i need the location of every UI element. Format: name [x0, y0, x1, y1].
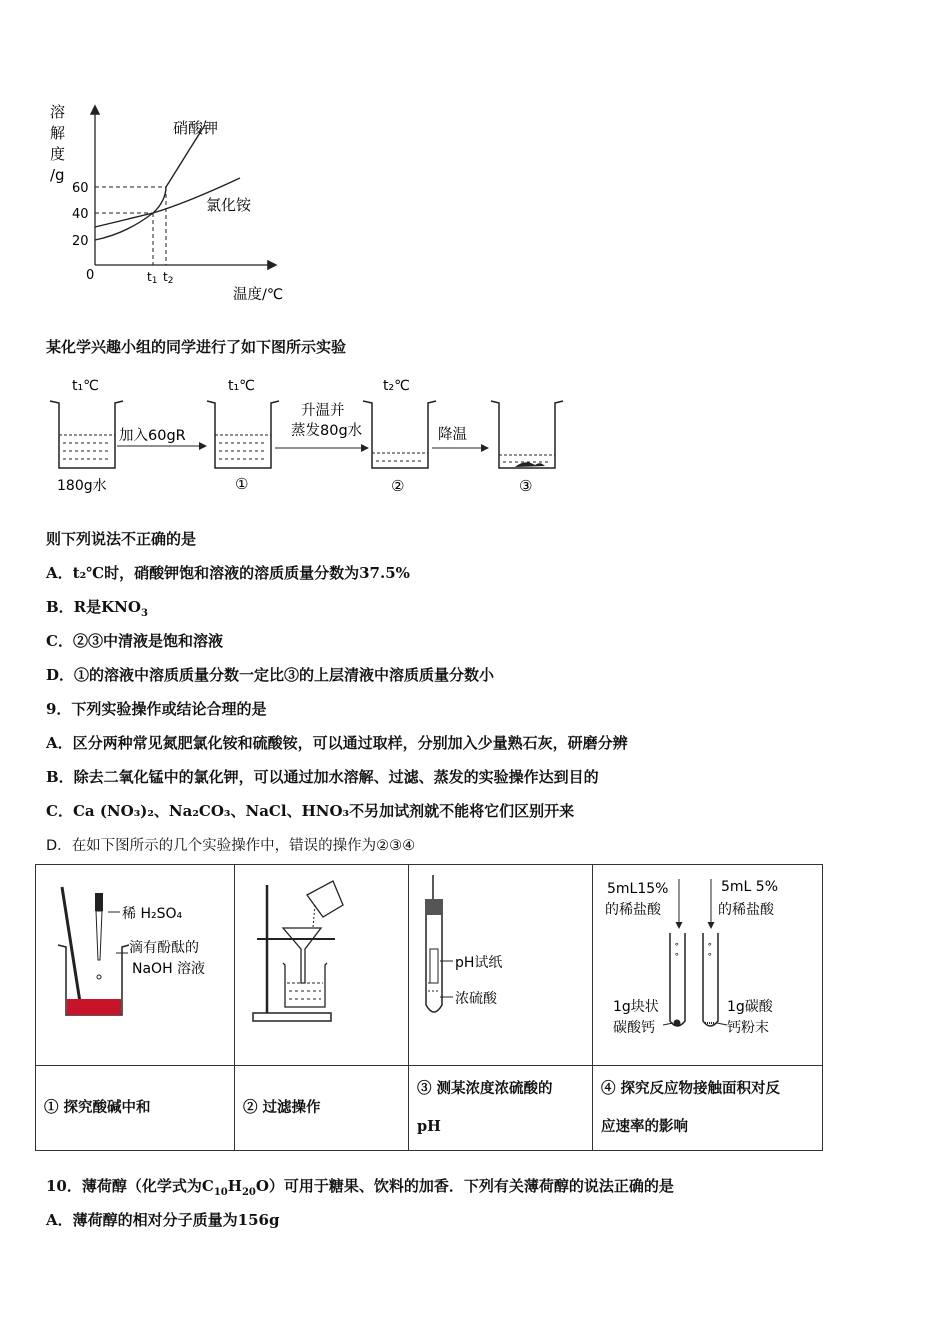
fig1-neutralization [36, 865, 234, 1061]
fig2-filtration [235, 865, 408, 1061]
q8-option-c: C．②③中清液是饱和溶液 [46, 632, 223, 650]
caption-2: ② 过滤操作 [235, 1066, 409, 1151]
q8-option-b-text: B．R是KNO [46, 598, 141, 616]
step2-label-2: 蒸发80g水 [291, 423, 363, 439]
svg-text:∘: ∘ [707, 940, 713, 950]
fig4-solid1-label-2: 碳酸钙 [613, 1020, 655, 1036]
y-tick-20: 20 [72, 234, 89, 249]
beaker-3 [491, 401, 563, 468]
fig4-solid2-label-1: 1g碳酸 [727, 999, 773, 1015]
q9-stem: 9．下列实验操作或结论合理的是 [46, 700, 267, 718]
caption-4-line-2: 应速率的影响 [601, 1118, 688, 1135]
q8-option-b-sub: 3 [140, 608, 148, 619]
q9-option-d: D．在如下图所示的几个实验操作中，错误的操作为②③④ [46, 838, 416, 854]
caption-4 [593, 1066, 823, 1151]
svg-text:∘: ∘ [707, 950, 713, 960]
q8-option-d: D．①的溶液中溶质质量分数一定比③的上层清液中溶质质量分数小 [46, 666, 495, 684]
fig3-ph-test [409, 865, 592, 1061]
step2-label-1: 升温并 [301, 403, 345, 419]
curve-nh4cl-label: 氯化铵 [206, 196, 252, 214]
beaker-2 [363, 401, 436, 468]
fig4-cell [593, 865, 823, 1066]
caption-1: ① 探究酸碱中和 [36, 1066, 235, 1151]
q9-option-a: A．区分两种常见氮肥氯化铵和硫酸铵，可以通过取样，分别加入少量熟石灰，研磨分辨 [46, 734, 628, 752]
water-label: 180g水 [57, 478, 107, 494]
q8-stem: 则下列说法不正确的是 [46, 530, 197, 548]
x-axis-label: 温度/℃ [233, 287, 284, 303]
q10-stem [46, 1175, 674, 1198]
q10-stem-pre: 10．薄荷醇（化学式为C [46, 1177, 214, 1195]
beaker-label-1: ① [235, 475, 249, 493]
x-tick-t1: t1 [147, 270, 158, 286]
caption-3-line-2: pH [417, 1118, 441, 1135]
fig3-cell [409, 865, 593, 1066]
fig1-solution-label-2: NaOH 溶液 [132, 961, 206, 977]
y-label-char-3: 度 [50, 145, 66, 163]
fig4-solid2-label-2: 钙粉末 [727, 1020, 769, 1036]
temp-label-2: t₁℃ [228, 378, 255, 394]
experiment-diagram [45, 373, 565, 498]
q8-option-a: A．t₂℃时，硝酸钾饱和溶液的溶质质量分数为37.5% [46, 564, 410, 582]
caption-3 [409, 1066, 593, 1151]
q10-mid: H [227, 1177, 242, 1195]
caption-3-line-1: ③ 测某浓度浓硫酸的 [417, 1080, 553, 1097]
fig4-acid2-label-2: 的稀盐酸 [718, 902, 774, 918]
fig2-cell [235, 865, 409, 1066]
svg-text:∘: ∘ [674, 940, 680, 950]
q10-option-a: A．薄荷醇的相对分子质量为156g [46, 1211, 280, 1229]
fig4-acid1-label-2: 的稀盐酸 [605, 902, 661, 918]
fig3-acid-label: 浓硫酸 [455, 991, 497, 1007]
q9-option-b: B．除去二氧化锰中的氯化钾，可以通过加水溶解、过滤、蒸发的实验操作达到目的 [46, 768, 599, 786]
beaker-label-3: ③ [519, 477, 533, 495]
fig4-solid1-label-1: 1g块状 [613, 999, 659, 1015]
fig1-cell [36, 865, 235, 1066]
beaker-1 [207, 401, 279, 468]
solubility-graph [40, 95, 300, 310]
q9-option-c: C．Ca (NO₃)₂、Na₂CO₃、NaCl、HNO₃不另加试剂就不能将它们区别开来 [46, 802, 575, 820]
origin-label: 0 [86, 268, 95, 283]
temp-label-3: t₂℃ [383, 378, 410, 394]
operations-table [35, 864, 823, 1151]
beaker-label-2: ② [391, 477, 405, 495]
x-tick-t2: t2 [163, 270, 174, 286]
temp-label-1: t₁℃ [72, 378, 99, 394]
beaker-initial [50, 401, 123, 468]
curve-kno3-label: 硝酸钾 [173, 119, 219, 137]
q8-option-b [46, 596, 148, 619]
caption-4-line-1: ④ 探究反应物接触面积对反 [601, 1080, 781, 1097]
fig4-acid2-label-1: 5mL 5% [721, 879, 779, 895]
step1-label: 加入60gR [119, 428, 186, 444]
y-label-char-4: /g [50, 166, 65, 184]
y-tick-40: 40 [72, 207, 89, 222]
step3-label: 降温 [438, 427, 467, 443]
fig4-reaction-rate [593, 865, 822, 1061]
svg-text:∘: ∘ [674, 950, 680, 960]
fig1-solution-label-1: 滴有酚酞的 [129, 940, 199, 956]
fig3-paper-label: pH试纸 [455, 955, 503, 971]
y-label-char-2: 解 [50, 124, 66, 142]
y-tick-60: 60 [72, 181, 89, 196]
intro-text: 某化学兴趣小组的同学进行了如下图所示实验 [46, 338, 347, 356]
q10-sub-2: 20 [241, 1187, 256, 1198]
fig4-acid1-label-1: 5mL15% [607, 881, 669, 897]
y-label-char-1: 溶 [50, 103, 66, 121]
q10-sub-1: 10 [213, 1187, 228, 1198]
fig1-acid-label: 稀 H₂SO₄ [122, 906, 183, 922]
q10-stem-post: O）可用于糖果、饮料的加香．下列有关薄荷醇的说法正确的是 [255, 1177, 674, 1195]
